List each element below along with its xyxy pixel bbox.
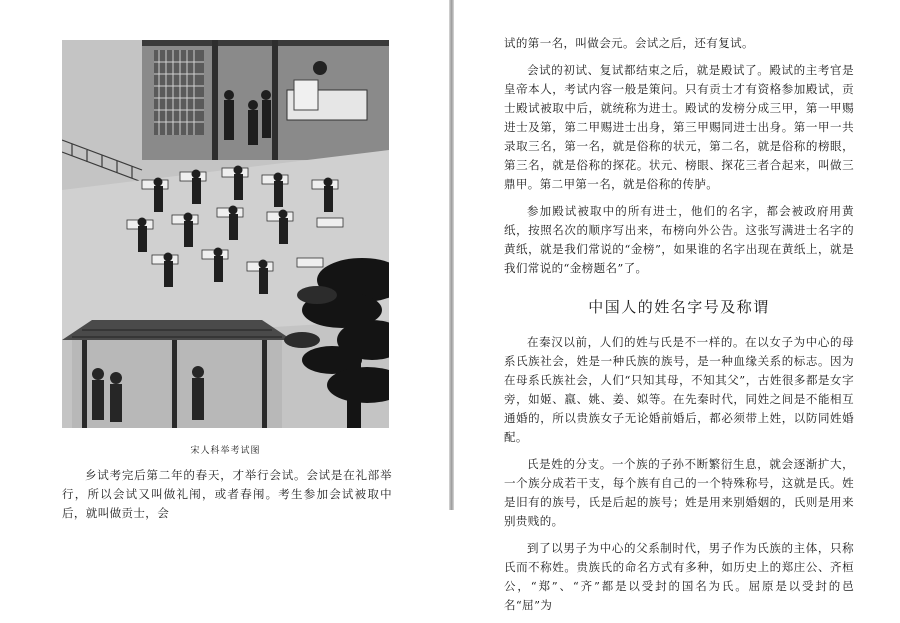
paragraph: 会试的初试、复试都结束之后，就是殿试了。殿试的主考官是皇帝本人，考试内容一般是策问。只有贡士才有资格参加殿试，贡士殿试被取中后，就统称为进士。殿试的发榜分成三甲，第一甲赐进士及第，第二甲赐进士出身，第三甲赐同进士出身。第一甲一共录取三名，第一名，就是俗称的状元，第二名，就是俗称的榜眼，第三名，就是俗称的探花。状元、榜眼、探花三者合起来，叫做三鼎甲。第二甲第一名，就是俗称的传胪。: [504, 63, 854, 191]
left-body-text: [62, 466, 392, 523]
paragraph: 到了以男子为中心的父系制时代，男子作为氏族的主体，只称氏而不称姓。贵族氏的命名方式有多种，如历史上的郑庄公、齐桓公，“郑”、“齐”都是以受封的国名为氏。屈原是以受封的邑名“屈”为: [504, 541, 854, 612]
paragraph: 乡试考完后第二年的春天，才举行会试。会试是在礼部举行，所以会试又叫做礼闱，或者春闱。考生参加会试被取中后，就叫做贡士，会: [62, 468, 392, 520]
paragraph: 试的第一名，叫做会元。会试之后，还有复试。: [504, 36, 754, 50]
paragraph: 氏是姓的分支。一个族的子孙不断繁衍生息，就会逐渐扩大，一个族分成若干支，每个族有自己的一个特殊称号，这就是氏。姓是旧有的族号，氏是后起的族号；姓是用来别婚姻的，氏则是用来别贵贱的。: [504, 457, 854, 528]
song-exam-painting-illustration: [62, 40, 389, 428]
right-page: [454, 0, 900, 612]
paragraph: 在秦汉以前，人们的姓与氏是不一样的。在以女子为中心的母系氏族社会，姓是一种氏族的族号，是一种血缘关系的标志。因为在母系氏族社会，人们“只知其母，不知其父”，古姓很多都是女字旁，如姬、嬴、姚、姜、姒等。在先秦时代，同姓之间是不能相互通婚的，所以贵族女子无论婚前婚后，都必须带上姓，以防同姓婚配。: [504, 335, 854, 444]
paragraph: 参加殿试被取中的所有进士，他们的名字，都会被政府用黄纸，按照名次的顺序写出来，布榜向外公告。这张写满进士名字的黄纸，就是我们常说的“金榜”，如果谁的名字出现在黄纸上，就是我们常说的“金榜题名”了。: [504, 204, 854, 275]
left-page: [0, 0, 449, 520]
right-body-text: [504, 34, 854, 623]
section-title: 中国人的姓名字号及称谓: [588, 298, 770, 316]
illustration-caption: 宋人科举考试图: [190, 446, 261, 456]
